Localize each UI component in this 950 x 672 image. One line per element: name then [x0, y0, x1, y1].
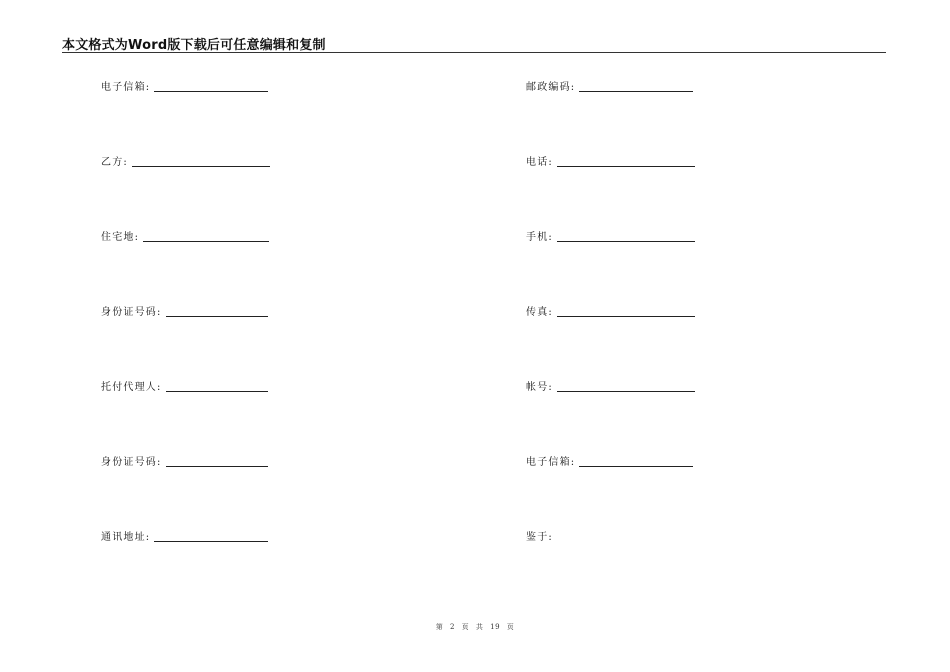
blank-line[interactable] [154, 541, 268, 542]
page-header [62, 34, 886, 53]
field-label: 电子信箱: [101, 82, 151, 93]
field-label: 乙方: [101, 157, 128, 168]
field-label: 手机: [526, 232, 553, 243]
footer-page-number: 2 [449, 623, 455, 631]
footer-prefix: 第 [435, 623, 444, 631]
field-phone [526, 153, 695, 169]
field-label: 邮政编码: [526, 82, 576, 93]
field-label: 身份证号码: [101, 307, 162, 318]
field-label: 电子信箱: [526, 457, 576, 468]
field-mobile [526, 228, 695, 244]
blank-line[interactable] [132, 166, 270, 167]
field-agent [101, 378, 268, 394]
page-footer [0, 622, 950, 632]
header-title: 本文格式为Word版下载后可任意编辑和复制 [62, 38, 326, 53]
field-fax [526, 303, 695, 319]
field-label: 电话: [526, 157, 553, 168]
field-whereas [526, 528, 553, 544]
blank-line[interactable] [557, 241, 695, 242]
blank-line[interactable] [166, 316, 268, 317]
field-label: 托付代理人: [101, 382, 162, 393]
blank-line[interactable] [154, 91, 268, 92]
field-email-right [526, 453, 693, 469]
footer-total-pages: 19 [490, 623, 501, 631]
field-agent-id-number [101, 453, 268, 469]
blank-line[interactable] [166, 466, 268, 467]
field-email-left [101, 78, 268, 94]
blank-line[interactable] [579, 466, 693, 467]
footer-total-unit: 页 [506, 623, 515, 631]
field-label: 身份证号码: [101, 457, 162, 468]
field-account [526, 378, 695, 394]
blank-line[interactable] [557, 316, 695, 317]
field-label: 住宅地: [101, 232, 140, 243]
field-label: 传真: [526, 307, 553, 318]
field-label: 鉴于: [526, 532, 553, 543]
blank-line[interactable] [166, 391, 268, 392]
blank-line[interactable] [143, 241, 269, 242]
field-postal-code [526, 78, 693, 94]
blank-line[interactable] [579, 91, 693, 92]
field-label: 帐号: [526, 382, 553, 393]
field-residence [101, 228, 269, 244]
footer-page-unit: 页 [461, 623, 470, 631]
blank-line[interactable] [557, 166, 695, 167]
field-id-number [101, 303, 268, 319]
field-mailing-address [101, 528, 268, 544]
field-label: 通讯地址: [101, 532, 151, 543]
footer-total-prefix: 共 [475, 623, 484, 631]
blank-line[interactable] [557, 391, 695, 392]
field-party-b [101, 153, 270, 169]
